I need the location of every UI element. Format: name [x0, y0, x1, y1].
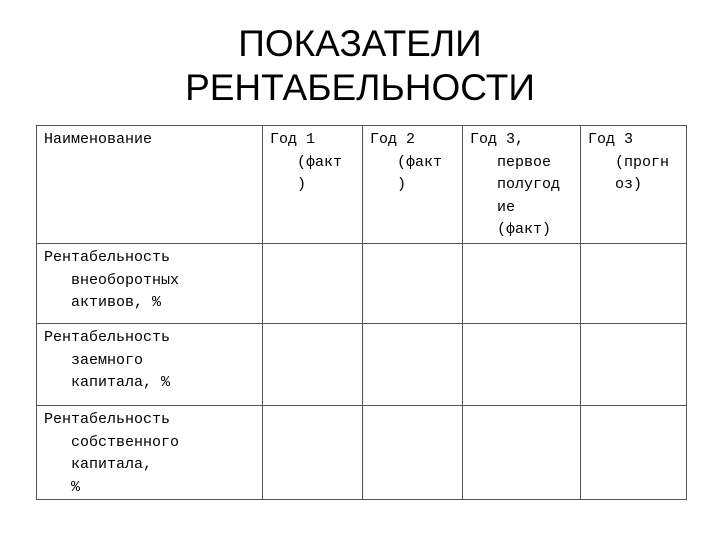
header-label: Год 3, первое полугод ие (факт): [470, 131, 561, 238]
row-label: Рентабельность собственного капитала, %: [44, 411, 180, 496]
table-row: [37, 406, 687, 500]
slide-title-line-2: РЕНТАБЕЛЬНОСТИ: [185, 67, 535, 108]
value-cell: [463, 406, 581, 500]
row-name-cell: [37, 244, 263, 324]
row-label: Рентабельность заемного капитала, %: [44, 329, 171, 391]
row-name-cell: [37, 324, 263, 406]
header-cell-name: [37, 126, 263, 244]
table-header-row: [37, 126, 687, 244]
slide-title-line-1: ПОКАЗАТЕЛИ: [238, 23, 482, 64]
value-cell: [363, 406, 463, 500]
header-cell-year-1: [263, 126, 363, 244]
value-cell: [463, 244, 581, 324]
value-cell: [363, 324, 463, 406]
header-label: Год 2 (факт ): [370, 131, 443, 193]
value-cell: [263, 324, 363, 406]
header-cell-year-3-forecast: [581, 126, 687, 244]
header-label: Год 3 (прогн оз): [588, 131, 670, 193]
value-cell: [263, 244, 363, 324]
value-cell: [263, 406, 363, 500]
row-name-cell: [37, 406, 263, 500]
header-label: Наименование: [44, 131, 153, 148]
value-cell: [463, 324, 581, 406]
value-cell: [581, 406, 687, 500]
header-cell-year-3-half: [463, 126, 581, 244]
profitability-table: [36, 125, 687, 500]
slide-title: [0, 22, 720, 110]
value-cell: [581, 244, 687, 324]
table-row: [37, 324, 687, 406]
header-cell-year-2: [363, 126, 463, 244]
header-label: Год 1 (факт ): [270, 131, 343, 193]
table-row: [37, 244, 687, 324]
value-cell: [581, 324, 687, 406]
row-label: Рентабельность внеоборотных активов, %: [44, 249, 180, 311]
value-cell: [363, 244, 463, 324]
